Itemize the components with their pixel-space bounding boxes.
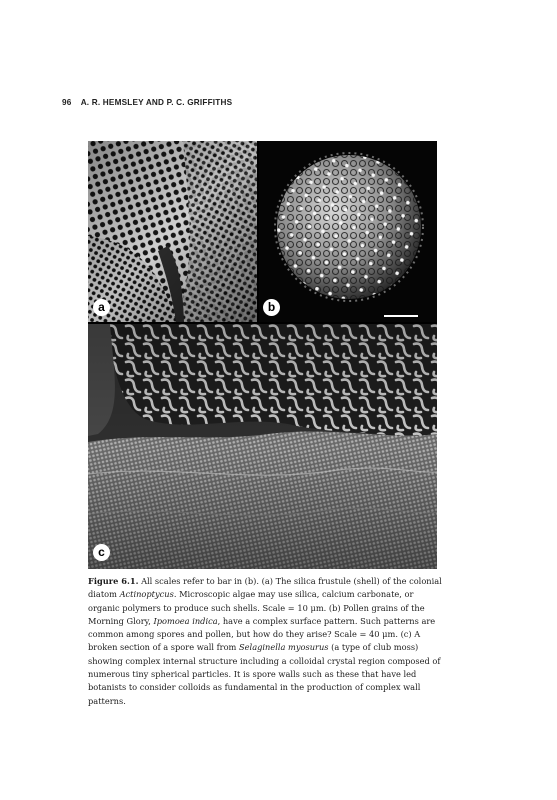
panel-b-pollen-image: [259, 141, 437, 322]
caption-species-selaginella: Selaginella myosurus: [239, 642, 329, 653]
panel-label-b: b: [263, 299, 280, 316]
running-header: [62, 98, 232, 107]
caption-figure-number: Figure 6.1.: [88, 576, 139, 586]
panel-label-a: a: [93, 299, 110, 316]
page-number: 96: [62, 98, 72, 107]
figure-caption: [88, 575, 443, 708]
scale-bar: [384, 315, 418, 317]
panel-a-diatom-image: [88, 141, 257, 322]
pollen-grain-graphic: [259, 141, 437, 322]
caption-species-ipomoea: Ipomoea indica: [153, 615, 218, 626]
figure-6-1: [88, 141, 437, 569]
caption-text-4: (a type of club moss) showing complex internal structure including a colloidal crystal region composed of numerous tiny spherical particles. It is spore walls such as these that have led botanists to consider colloids as fundamental in the production of complex wall patterns.: [88, 642, 441, 706]
caption-species-actinoptycus: Actinoptycus: [119, 589, 174, 600]
header-authors: A. R. HEMSLEY AND P. C. GRIFFITHS: [80, 98, 233, 107]
panel-c-spore-wall-image: [88, 324, 437, 569]
spore-wall-section-graphic: [88, 324, 437, 569]
panel-label-c: c: [93, 544, 110, 561]
caption-text-3: , have a complex surface pattern. Such patterns are common among spores and pollen, but how do they arise? Scale = 40 μm. (c) A broken section of a spore wall from: [88, 615, 436, 653]
caption-text-2: . Microscopic algae may use silica, calcium carbonate, or organic polymers to produce such shells. Scale = 10 μm. (b) Pollen grains of the Morning Glory,: [88, 589, 425, 626]
diatom-frustule-graphic: [88, 141, 257, 322]
caption-text-1: All scales refer to bar in (b). (a) The silica frustule (shell) of the colonial diatom: [88, 576, 442, 600]
